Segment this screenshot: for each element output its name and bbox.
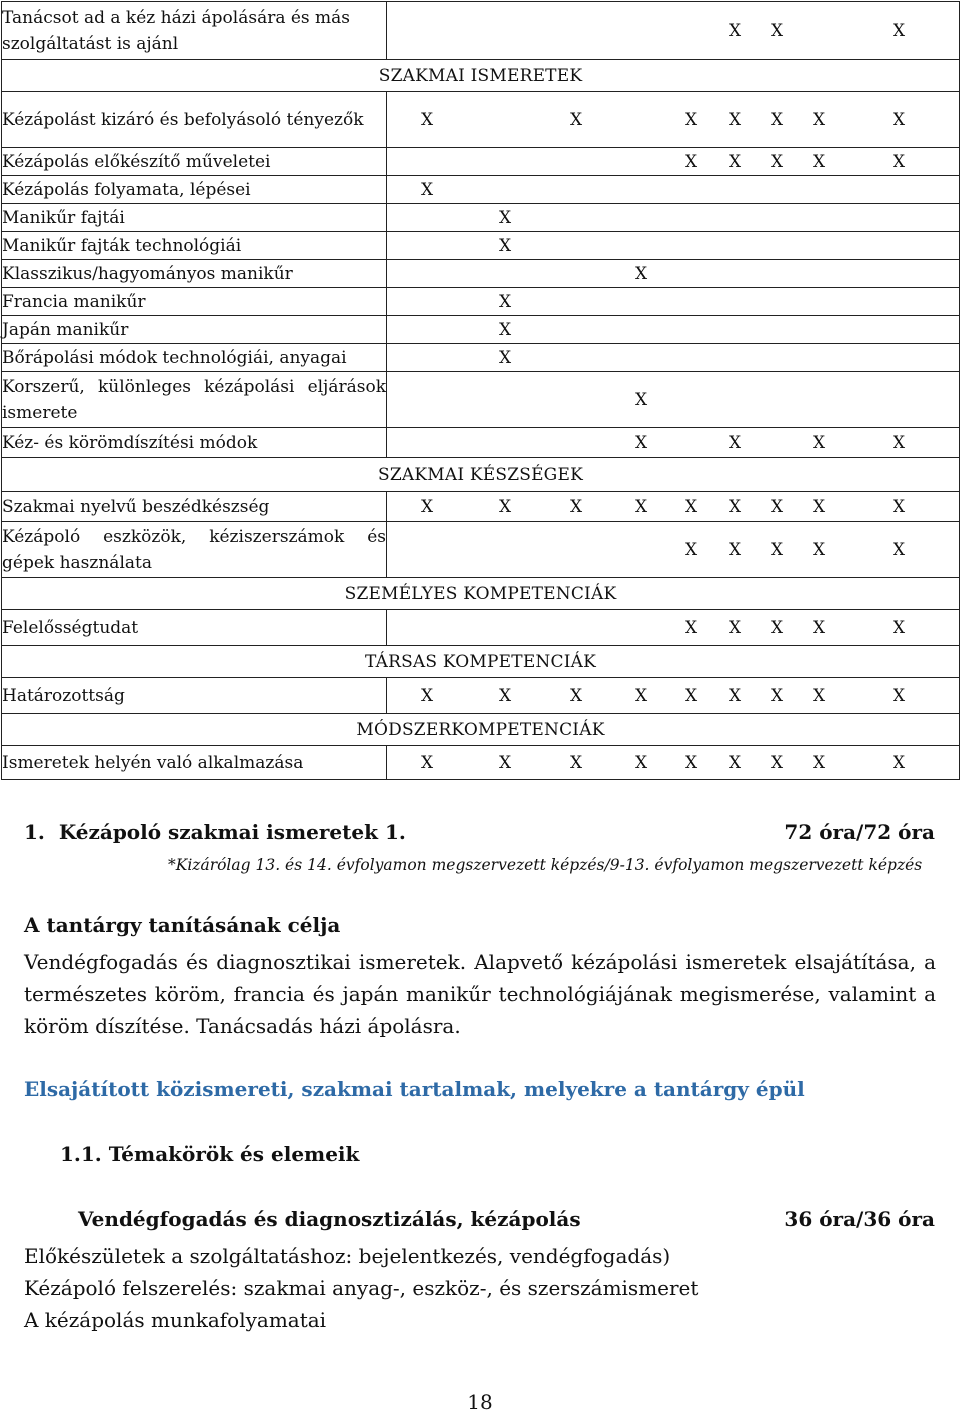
matrix-row	[2, 260, 960, 288]
row-marks	[387, 678, 960, 714]
mark-x: X	[812, 617, 826, 638]
mark-x: X	[892, 752, 906, 773]
prerequisite-heading: Elsajátított közismereti, szakmai tartalmak, melyekre a tantárgy épül	[24, 1077, 805, 1101]
topic-item: Előkészületek a szolgáltatáshoz: bejelentkezés, vendégfogadás)	[24, 1244, 671, 1268]
row-marks	[387, 2, 960, 60]
section-row	[2, 60, 960, 92]
row-marks	[387, 344, 960, 372]
mark-x: X	[728, 496, 742, 517]
topic-item: A kézápolás munkafolyamatai	[24, 1308, 327, 1332]
mark-x: X	[634, 263, 648, 284]
mark-x: X	[569, 109, 583, 130]
goal-heading: A tantárgy tanításának célja	[24, 913, 341, 937]
row-label: Korszerű, különleges kézápolási eljárások ismerete	[2, 372, 387, 428]
section-title: SZAKMAI ISMERETEK	[2, 60, 960, 92]
mark-x: X	[892, 496, 906, 517]
mark-x: X	[728, 432, 742, 453]
row-label: Kéz- és körömdíszítési módok	[2, 428, 387, 458]
row-label: Tanácsot ad a kéz házi ápolására és más szolgáltatást is ajánl	[2, 2, 387, 60]
subject-hours: 72 óra/72 óra	[784, 820, 935, 844]
row-label: Kézápoló eszközök, kéziszerszámok és gépek használata	[2, 522, 387, 578]
row-marks	[387, 316, 960, 344]
mark-x: X	[892, 539, 906, 560]
mark-x: X	[728, 685, 742, 706]
topic-heading	[78, 1207, 935, 1231]
row-label: Francia manikűr	[2, 288, 387, 316]
section-title: TÁRSAS KOMPETENCIÁK	[2, 646, 960, 678]
mark-x: X	[812, 752, 826, 773]
row-marks	[387, 92, 960, 148]
matrix-row	[2, 148, 960, 176]
section-title: SZAKMAI KÉSZSÉGEK	[2, 458, 960, 492]
matrix-row	[2, 522, 960, 578]
mark-x: X	[569, 496, 583, 517]
mark-x: X	[770, 685, 784, 706]
mark-x: X	[684, 685, 698, 706]
mark-x: X	[498, 235, 512, 256]
subject-title: Kézápoló szakmai ismeretek 1.	[58, 820, 406, 844]
subject-heading	[24, 820, 935, 844]
row-marks	[387, 746, 960, 780]
mark-x: X	[728, 752, 742, 773]
mark-x: X	[684, 539, 698, 560]
row-label: Manikűr fajták technológiái	[2, 232, 387, 260]
mark-x: X	[892, 685, 906, 706]
row-label: Bőrápolási módok technológiái, anyagai	[2, 344, 387, 372]
mark-x: X	[728, 539, 742, 560]
row-marks	[387, 522, 960, 578]
row-marks	[387, 176, 960, 204]
mark-x: X	[728, 20, 742, 41]
section-row	[2, 646, 960, 678]
matrix-row	[2, 204, 960, 232]
mark-x: X	[770, 20, 784, 41]
mark-x: X	[498, 207, 512, 228]
row-label: Kézápolást kizáró és befolyásoló tényezők	[2, 92, 387, 148]
mark-x: X	[728, 151, 742, 172]
matrix-row	[2, 492, 960, 522]
row-label: Japán manikűr	[2, 316, 387, 344]
row-marks	[387, 288, 960, 316]
mark-x: X	[892, 20, 906, 41]
matrix-row	[2, 344, 960, 372]
section-row	[2, 458, 960, 492]
matrix-body	[2, 2, 960, 780]
section-title: MÓDSZERKOMPETENCIÁK	[2, 714, 960, 746]
footnote-note: *Kizárólag 13. és 14. évfolyamon megszervezett képzés/9-13. évfolyamon megszervezett képzés	[168, 856, 923, 874]
mark-x: X	[770, 539, 784, 560]
mark-x: X	[770, 496, 784, 517]
mark-x: X	[770, 151, 784, 172]
matrix-row	[2, 288, 960, 316]
matrix-row	[2, 316, 960, 344]
section-row	[2, 578, 960, 610]
mark-x: X	[634, 432, 648, 453]
matrix-row	[2, 232, 960, 260]
row-marks	[387, 610, 960, 646]
mark-x: X	[498, 291, 512, 312]
row-label: Klasszikus/hagyományos manikűr	[2, 260, 387, 288]
subject-title-group	[24, 820, 406, 844]
row-marks	[387, 204, 960, 232]
topics-heading: 1.1. Témakörök és elemeik	[60, 1142, 360, 1166]
mark-x: X	[770, 617, 784, 638]
mark-x: X	[684, 617, 698, 638]
row-label: Határozottság	[2, 678, 387, 714]
mark-x: X	[634, 389, 648, 410]
mark-x: X	[420, 179, 434, 200]
row-label: Kézápolás előkészítő műveletei	[2, 148, 387, 176]
mark-x: X	[684, 752, 698, 773]
mark-x: X	[634, 496, 648, 517]
mark-x: X	[569, 685, 583, 706]
row-marks	[387, 428, 960, 458]
mark-x: X	[498, 347, 512, 368]
row-marks	[387, 260, 960, 288]
mark-x: X	[728, 617, 742, 638]
mark-x: X	[812, 539, 826, 560]
matrix-row	[2, 2, 960, 60]
mark-x: X	[569, 752, 583, 773]
row-label: Felelősségtudat	[2, 610, 387, 646]
mark-x: X	[498, 752, 512, 773]
matrix-row	[2, 746, 960, 780]
goal-paragraph: Vendégfogadás és diagnosztikai ismeretek. Alapvető kézápolási ismeretek elsajátítása, a természetes köröm, francia és japán manikűr technológiájának megismerése, valamint a köröm díszítése. Tanácsadás házi ápolásra.	[24, 950, 936, 1038]
mark-x: X	[812, 432, 826, 453]
matrix-row	[2, 372, 960, 428]
row-marks	[387, 148, 960, 176]
mark-x: X	[770, 752, 784, 773]
row-marks	[387, 492, 960, 522]
row-label: Szakmai nyelvű beszédkészség	[2, 492, 387, 522]
row-marks	[387, 232, 960, 260]
page-number: 18	[467, 1390, 493, 1414]
mark-x: X	[420, 752, 434, 773]
mark-x: X	[634, 752, 648, 773]
subject-number: 1.	[24, 820, 45, 844]
row-label: Kézápolás folyamata, lépései	[2, 176, 387, 204]
section-title: SZEMÉLYES KOMPETENCIÁK	[2, 578, 960, 610]
mark-x: X	[892, 151, 906, 172]
mark-x: X	[684, 109, 698, 130]
mark-x: X	[812, 496, 826, 517]
matrix-row	[2, 678, 960, 714]
section-row	[2, 714, 960, 746]
mark-x: X	[634, 685, 648, 706]
topic-items	[24, 1240, 698, 1336]
competency-matrix-table	[1, 1, 960, 780]
topic-title: Vendégfogadás és diagnosztizálás, kézápolás	[78, 1207, 581, 1231]
topic-hours: 36 óra/36 óra	[784, 1207, 935, 1231]
matrix-row	[2, 176, 960, 204]
mark-x: X	[498, 685, 512, 706]
mark-x: X	[420, 109, 434, 130]
mark-x: X	[892, 617, 906, 638]
matrix-row	[2, 610, 960, 646]
row-label: Manikűr fajtái	[2, 204, 387, 232]
mark-x: X	[812, 109, 826, 130]
matrix-row	[2, 428, 960, 458]
mark-x: X	[892, 432, 906, 453]
mark-x: X	[770, 109, 784, 130]
mark-x: X	[892, 109, 906, 130]
matrix-row	[2, 92, 960, 148]
mark-x: X	[812, 685, 826, 706]
mark-x: X	[684, 496, 698, 517]
topic-item: Kézápoló felszerelés: szakmai anyag-, eszköz-, és szerszámismeret	[24, 1276, 699, 1300]
mark-x: X	[498, 319, 512, 340]
mark-x: X	[812, 151, 826, 172]
row-label: Ismeretek helyén való alkalmazása	[2, 746, 387, 780]
mark-x: X	[728, 109, 742, 130]
row-marks	[387, 372, 960, 428]
mark-x: X	[684, 151, 698, 172]
mark-x: X	[420, 685, 434, 706]
mark-x: X	[420, 496, 434, 517]
mark-x: X	[498, 496, 512, 517]
